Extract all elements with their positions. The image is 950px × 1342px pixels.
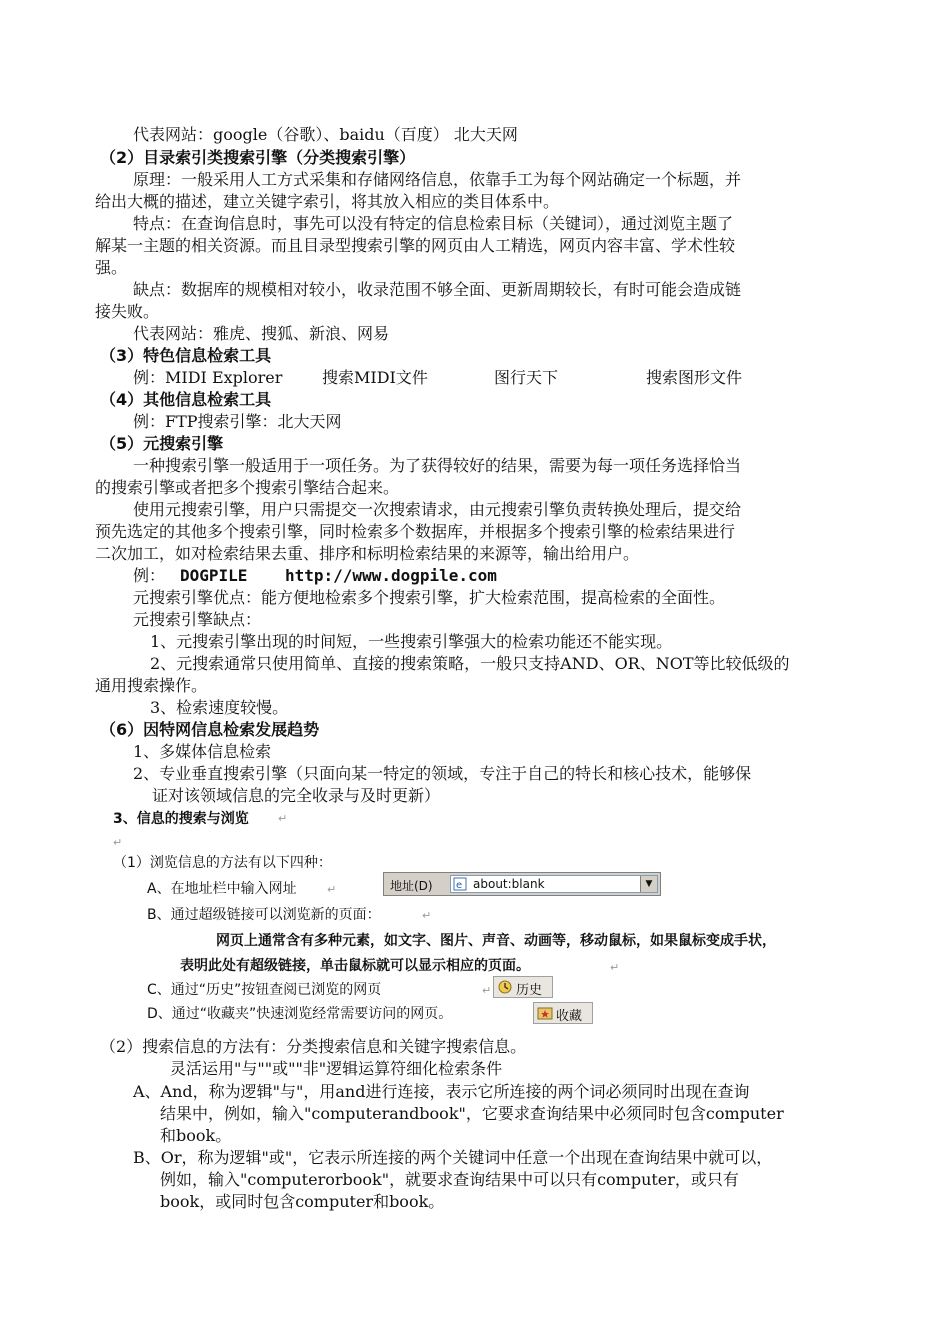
favorites-button[interactable] <box>533 1002 593 1024</box>
address-field[interactable] <box>450 875 658 893</box>
history-button[interactable] <box>493 976 553 998</box>
text-drawback-2: 接失败。 <box>95 302 160 321</box>
text-trend-2b: 证对该领域信息的完全收录与及时更新） <box>152 786 441 805</box>
chevron-down-icon[interactable]: ▼ <box>640 876 657 892</box>
text-meta-disadv-1: 1、元搜索引擎出现的时间短，一些搜索引擎强大的检索功能还不能实现。 <box>150 632 673 651</box>
text-feature-1: 特点：在查询信息时，事先可以没有特定的信息检索目标（关键词），通过浏览主题了 <box>133 214 734 233</box>
text-and-3: 和book。 <box>160 1126 232 1145</box>
text-dogpile: DOGPILE <box>180 566 248 585</box>
text-browse-b1: 网页上通常含有多种元素，如文字、图片、声音、动画等，移动鼠标，如果鼠标变成手状， <box>216 933 776 949</box>
heading-trends: （6）因特网信息检索发展趋势 <box>100 720 320 739</box>
text-or-3: book，或同时包含computer和book。 <box>160 1192 445 1211</box>
text-meta-advantage: 元搜索引擎优点：能方便地检索多个搜索引擎，扩大检索范围，提高检索的全面性。 <box>133 588 726 607</box>
address-label: 地址(D) <box>390 879 433 893</box>
heading-special-tools: （3）特色信息检索工具 <box>100 346 272 365</box>
text-trend-2: 2、专业垂直搜索引擎（只面向某一特定的领域，专注于自己的特长和核心技术，能够保 <box>133 764 752 783</box>
text-or-2: 例如，输入"computerorbook"，就要求查询结果中可以只有computer，或只有 <box>160 1170 739 1189</box>
paragraph-mark-icon: ↵ <box>327 883 337 896</box>
text-browse-c: C、通过“历史”按钮查阅已浏览的网页 <box>147 982 382 998</box>
text-example-midi: 例：MIDI Explorer <box>133 368 283 387</box>
heading-other-tools: （4）其他信息检索工具 <box>100 390 272 409</box>
text-principle-2: 给出大概的描述，建立关键字索引，将其放入相应的类目体系中。 <box>95 192 560 211</box>
paragraph-mark-icon: ↵ <box>422 909 432 922</box>
text-meta-4: 预先选定的其他多个搜索引擎，同时检索多个数据库，并根据多个搜索引擎的检索结果进行 <box>95 522 736 541</box>
text-search-methods: （2）搜索信息的方法有：分类搜索信息和关键字搜索信息。 <box>100 1037 527 1056</box>
text-search-graphics: 搜索图形文件 <box>646 368 743 387</box>
text-and-2: 结果中，例如，输入"computerandbook"，它要求查询结果中必须同时包含computer <box>160 1104 784 1123</box>
text-search-midi: 搜索MIDI文件 <box>322 368 428 387</box>
ie-page-icon <box>453 877 467 891</box>
text-meta-5: 二次加工，如对检索结果去重、排序和标明检索结果的来源等，输出给用户。 <box>95 544 640 563</box>
text-trend-1: 1、多媒体信息检索 <box>133 742 272 761</box>
section-search-browse: 3、信息的搜索与浏览 <box>113 811 249 827</box>
link-dogpile-url[interactable]: http://www.dogpile.com <box>285 566 497 585</box>
paragraph-mark-icon: ↵ <box>278 812 288 825</box>
text-browse-methods: （1）浏览信息的方法有以下四种： <box>113 855 332 871</box>
text-meta-disadv-2: 2、元搜索通常只使用简单、直接的搜索策略，一般只支持AND、OR、NOT等比较低级的 <box>150 654 790 673</box>
history-label: 历史 <box>516 983 543 998</box>
address-bar[interactable] <box>383 872 661 896</box>
text-browse-a: A、在地址栏中输入网址 <box>147 881 297 897</box>
history-icon <box>497 980 513 994</box>
text-browse-b2: 表明此处有超级链接，单击鼠标就可以显示相应的页面。 <box>180 958 530 974</box>
text-meta-3: 使用元搜索引擎，用户只需提交一次搜索请求，由元搜索引擎负责转换处理后，提交给 <box>133 500 742 519</box>
text-meta-disadv-3: 3、检索速度较慢。 <box>150 698 289 717</box>
paragraph-mark-icon: ↵ <box>610 961 620 974</box>
text-browse-d: D、通过“收藏夹”快速浏览经常需要访问的网页。 <box>147 1006 453 1022</box>
heading-meta-search: （5）元搜索引擎 <box>100 434 224 453</box>
text-or-1: B、Or，称为逻辑"或"，它表示所连接的两个关键词中任意一个出现在查询结果中就可以， <box>133 1148 773 1167</box>
paragraph-mark-icon: ↵ <box>482 984 492 997</box>
text-principle-1: 原理：一般采用人工方式采集和存储网络信息，依靠手工为每个网站确定一个标题，并 <box>133 170 742 189</box>
text-meta-1: 一种搜索引擎一般适用于一项任务。为了获得较好的结果，需要为每一项任务选择恰当 <box>133 456 742 475</box>
text-meta-disadvantage: 元搜索引擎缺点： <box>133 610 262 629</box>
text-drawback-1: 缺点：数据库的规模相对较小，收录范围不够全面、更新周期较长，有时可能会造成链 <box>133 280 742 299</box>
line-representative-sites: 代表网站：google（谷歌）、baidu（百度） 北大天网 <box>133 125 518 144</box>
text-example-label: 例： <box>133 566 166 585</box>
address-value: about:blank <box>473 877 545 891</box>
text-feature-2: 解某一主题的相关资源。而且目录型搜索引擎的网页由人工精选，网页内容丰富、学术性较 <box>95 236 736 255</box>
text-and-1: A、And，称为逻辑"与"，用and进行连接，表示它所连接的两个词必须同时出现在查询 <box>133 1082 750 1101</box>
text-logic-operators: 灵活运用"与""或""非"逻辑运算符细化检索条件 <box>170 1059 503 1078</box>
favorites-label: 收藏 <box>556 1009 583 1024</box>
text-meta-2: 的搜索引擎或者把多个搜索引擎结合起来。 <box>95 478 400 497</box>
paragraph-mark-icon: ↵ <box>113 836 123 849</box>
heading-directory-engine: （2）目录索引类搜索引擎（分类搜索引擎） <box>100 148 416 167</box>
svg-text:e: e <box>456 880 463 891</box>
text-representative-sites-2: 代表网站：雅虎、搜狐、新浪、网易 <box>133 324 390 343</box>
text-meta-disadv-2b: 通用搜索操作。 <box>95 676 208 695</box>
text-ftp-example: 例：FTP搜索引擎：北大天网 <box>133 412 342 431</box>
text-browse-b: B、通过超级链接可以浏览新的页面： <box>147 907 381 923</box>
text-tuxing: 图行天下 <box>494 368 559 387</box>
favorites-icon <box>537 1006 553 1020</box>
text-feature-3: 强。 <box>95 258 128 277</box>
